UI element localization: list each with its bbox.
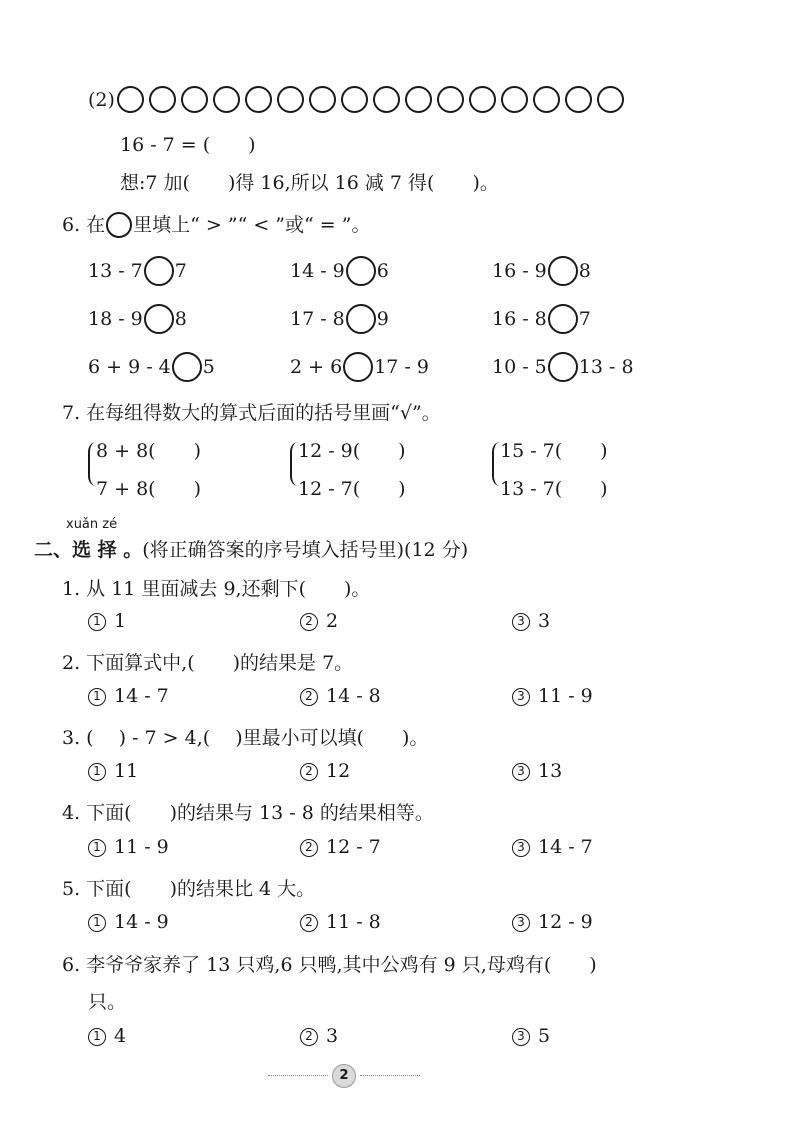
answer-circle[interactable] xyxy=(144,304,174,334)
option-marker: 3 xyxy=(512,914,530,932)
heading-pinyin: xuǎn zé xyxy=(66,517,118,532)
option-marker: 1 xyxy=(88,613,106,631)
option-c[interactable]: 3 3 xyxy=(512,610,550,632)
compare-item: 18 - 9 8 xyxy=(88,304,187,334)
option-marker: 1 xyxy=(88,839,106,857)
compare-item: 10 - 5 13 - 8 xyxy=(492,352,634,382)
option-marker: 1 xyxy=(88,914,106,932)
circle-icon xyxy=(469,86,496,113)
option-marker: 3 xyxy=(512,688,530,706)
compare-item: 13 - 7 7 xyxy=(88,256,187,286)
compare-item: 17 - 8 9 xyxy=(290,304,389,334)
q7-title: 7. 在每组得数大的算式后面的括号里画“√”。 xyxy=(62,402,441,424)
circle-icon xyxy=(373,86,400,113)
circle-icon xyxy=(501,86,528,113)
option-marker: 2 xyxy=(300,1028,318,1046)
option-marker: 2 xyxy=(300,914,318,932)
circle-icon xyxy=(106,212,132,238)
section-instruction: (将正确答案的序号填入括号里)(12 分) xyxy=(142,539,469,561)
question-4: 4. 下面( )的结果与 13 - 8 的结果相等。 xyxy=(62,802,434,824)
footer-divider-right xyxy=(360,1075,420,1076)
part-label: (2) xyxy=(88,88,115,111)
group-top[interactable]: 8 + 8( ) xyxy=(96,440,202,462)
circle-icon xyxy=(149,86,176,113)
answer-circle[interactable] xyxy=(144,256,174,286)
option-marker: 3 xyxy=(512,613,530,631)
section-title: 二、选 择 。 xyxy=(34,539,143,561)
circle-icon xyxy=(213,86,240,113)
option-marker: 2 xyxy=(300,763,318,781)
option-marker: 1 xyxy=(88,763,106,781)
answer-circle[interactable] xyxy=(548,352,578,382)
counting-circles xyxy=(117,86,624,113)
answer-circle[interactable] xyxy=(343,352,373,382)
option-c[interactable]: 3 13 xyxy=(512,760,562,782)
section-heading xyxy=(34,535,468,562)
circle-icon xyxy=(117,86,144,113)
option-b[interactable]: 2 2 xyxy=(300,610,338,632)
option-marker: 2 xyxy=(300,839,318,857)
option-b[interactable]: 2 14 - 8 xyxy=(300,685,381,707)
option-a[interactable]: 1 14 - 9 xyxy=(88,911,169,933)
answer-circle[interactable] xyxy=(548,304,578,334)
q6-title: 6. 在 里填上“ > ”“ < ”或“ = ”。 xyxy=(62,214,371,236)
circle-icon xyxy=(341,86,368,113)
compare-item: 16 - 9 8 xyxy=(492,256,591,286)
circle-icon xyxy=(277,86,304,113)
circle-icon xyxy=(309,86,336,113)
group-bottom[interactable]: 12 - 7( ) xyxy=(298,478,406,500)
circle-icon xyxy=(533,86,560,113)
question-6-cont: 只。 xyxy=(88,991,127,1013)
circle-icon xyxy=(245,86,272,113)
circle-icon xyxy=(565,86,592,113)
option-marker: 3 xyxy=(512,763,530,781)
question-5: 5. 下面( )的结果比 4 大。 xyxy=(62,878,316,900)
option-c[interactable]: 3 5 xyxy=(512,1025,550,1047)
option-marker: 3 xyxy=(512,839,530,857)
group-top[interactable]: 15 - 7( ) xyxy=(500,440,608,462)
option-c[interactable]: 3 11 - 9 xyxy=(512,685,593,707)
option-a[interactable]: 1 11 xyxy=(88,760,138,782)
option-c[interactable]: 3 12 - 9 xyxy=(512,911,593,933)
answer-circle[interactable] xyxy=(346,304,376,334)
compare-item: 6 + 9 - 4 5 xyxy=(88,352,215,382)
question-6: 6. 李爷爷家养了 13 只鸡,6 只鸭,其中公鸡有 9 只,母鸡有( ) xyxy=(62,954,597,976)
footer-divider-left xyxy=(268,1075,328,1076)
group-bottom[interactable]: 13 - 7( ) xyxy=(500,478,608,500)
page-number: 2 xyxy=(332,1064,356,1088)
think-prompt: 想:7 加( )得 16,所以 16 减 7 得( )。 xyxy=(120,172,499,194)
option-a[interactable]: 1 11 - 9 xyxy=(88,836,169,858)
option-marker: 1 xyxy=(88,688,106,706)
option-marker: 3 xyxy=(512,1028,530,1046)
option-b[interactable]: 2 12 xyxy=(300,760,350,782)
option-b[interactable]: 2 12 - 7 xyxy=(300,836,381,858)
option-marker: 1 xyxy=(88,1028,106,1046)
equation: 16 - 7 = ( ) xyxy=(120,134,256,156)
option-b[interactable]: 2 3 xyxy=(300,1025,338,1047)
circle-icon xyxy=(181,86,208,113)
answer-circle[interactable] xyxy=(172,352,202,382)
option-a[interactable]: 1 14 - 7 xyxy=(88,685,169,707)
question-1: 1. 从 11 里面减去 9,还剩下( )。 xyxy=(62,578,371,600)
option-a[interactable]: 1 1 xyxy=(88,610,126,632)
compare-item: 2 + 6 17 - 9 xyxy=(290,352,429,382)
answer-circle[interactable] xyxy=(346,256,376,286)
group-bottom[interactable]: 7 + 8( ) xyxy=(96,478,202,500)
circle-icon xyxy=(597,86,624,113)
circle-icon xyxy=(437,86,464,113)
option-a[interactable]: 1 4 xyxy=(88,1025,126,1047)
option-marker: 2 xyxy=(300,613,318,631)
compare-item: 14 - 9 6 xyxy=(290,256,389,286)
option-marker: 2 xyxy=(300,688,318,706)
answer-circle[interactable] xyxy=(548,256,578,286)
option-b[interactable]: 2 11 - 8 xyxy=(300,911,381,933)
question-3: 3. ( ) - 7 > 4,( )里最小可以填( )。 xyxy=(62,727,429,749)
option-c[interactable]: 3 14 - 7 xyxy=(512,836,593,858)
compare-item: 16 - 8 7 xyxy=(492,304,591,334)
group-top[interactable]: 12 - 9( ) xyxy=(298,440,406,462)
circle-icon xyxy=(405,86,432,113)
question-2: 2. 下面算式中,( )的结果是 7。 xyxy=(62,652,354,674)
